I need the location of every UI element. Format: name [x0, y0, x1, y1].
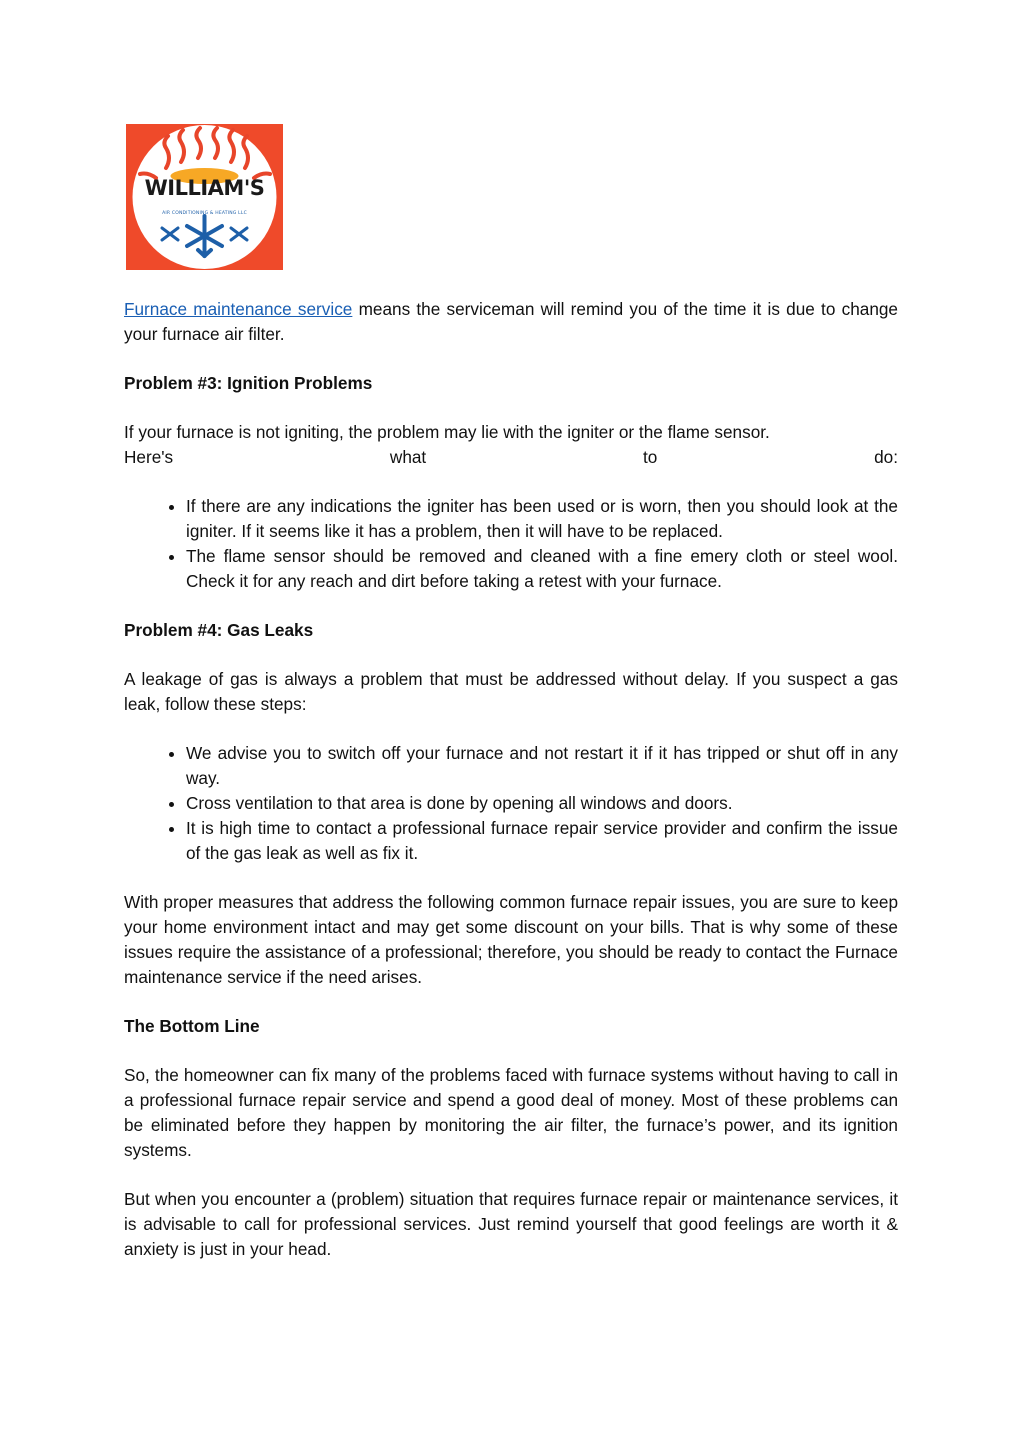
bottom-line-paragraph-1: So, the homeowner can fix many of the problems faced with furnace systems without having to call in a professional furnace repair service and spend a good deal of money. Most of these problems can be eliminated before they happen by monitoring the air filter, the furnace’s power, and its ignition systems. — [124, 1065, 898, 1160]
problem4-paragraph: A leakage of gas is always a problem that must be addressed without delay. If you suspect a gas leak, follow these steps: — [124, 669, 898, 714]
list-item: • The flame sensor should be removed and cleaned with a fine emery cloth or steel wool. Check it for any reach and dirt before taking a retest with your furnace. — [186, 544, 898, 594]
bottom-line-heading: The Bottom Line — [124, 1016, 260, 1036]
problem3-line1: If your furnace is not igniting, the problem may lie with the igniter or the flame sensor. — [124, 422, 770, 442]
document-page — [124, 124, 898, 1262]
logo-brand-text: WILLIAM'S — [144, 176, 265, 200]
problem3-list — [124, 494, 898, 594]
summary-paragraph: With proper measures that address the following common furnace repair issues, you are sure to keep your home environment intact and may get some discount on your bills. That is why some of these issues require the assistance of a professional; therefore, you should be ready to contact the Furnace maintenance service if the need arises. — [124, 892, 898, 987]
problem3-line2: Here's what to do: — [124, 447, 898, 467]
intro-text: means the serviceman will remind you of the time it is due to change your furnace air filter. — [124, 299, 898, 344]
list-item: • Cross ventilation to that area is done by opening all windows and doors. — [186, 791, 898, 816]
problem4-list — [124, 741, 898, 866]
bottom-line-paragraph-2: But when you encounter a (problem) situation that requires furnace repair or maintenance services, it is advisable to call for professional services. Just remind yourself that good feelings are worth it & anxiety is just in your head. — [124, 1189, 898, 1259]
company-logo — [126, 124, 283, 270]
problem3-heading: Problem #3: Ignition Problems — [124, 373, 373, 393]
furnace-maintenance-link[interactable]: Furnace maintenance service — [124, 299, 353, 319]
list-item: • We advise you to switch off your furnace and not restart it if it has tripped or shut off in any way. — [186, 741, 898, 791]
list-item: • It is high time to contact a professional furnace repair service provider and confirm the issue of the gas leak as well as fix it. — [186, 816, 898, 866]
logo-tagline: AIR CONDITIONING & HEATING LLC — [162, 211, 247, 216]
list-item: • If there are any indications the igniter has been used or is worn, then you should look at the igniter. If it seems like it has a problem, then it will have to be replaced. — [186, 494, 898, 544]
problem4-heading: Problem #4: Gas Leaks — [124, 620, 314, 640]
intro-paragraph — [124, 297, 898, 347]
